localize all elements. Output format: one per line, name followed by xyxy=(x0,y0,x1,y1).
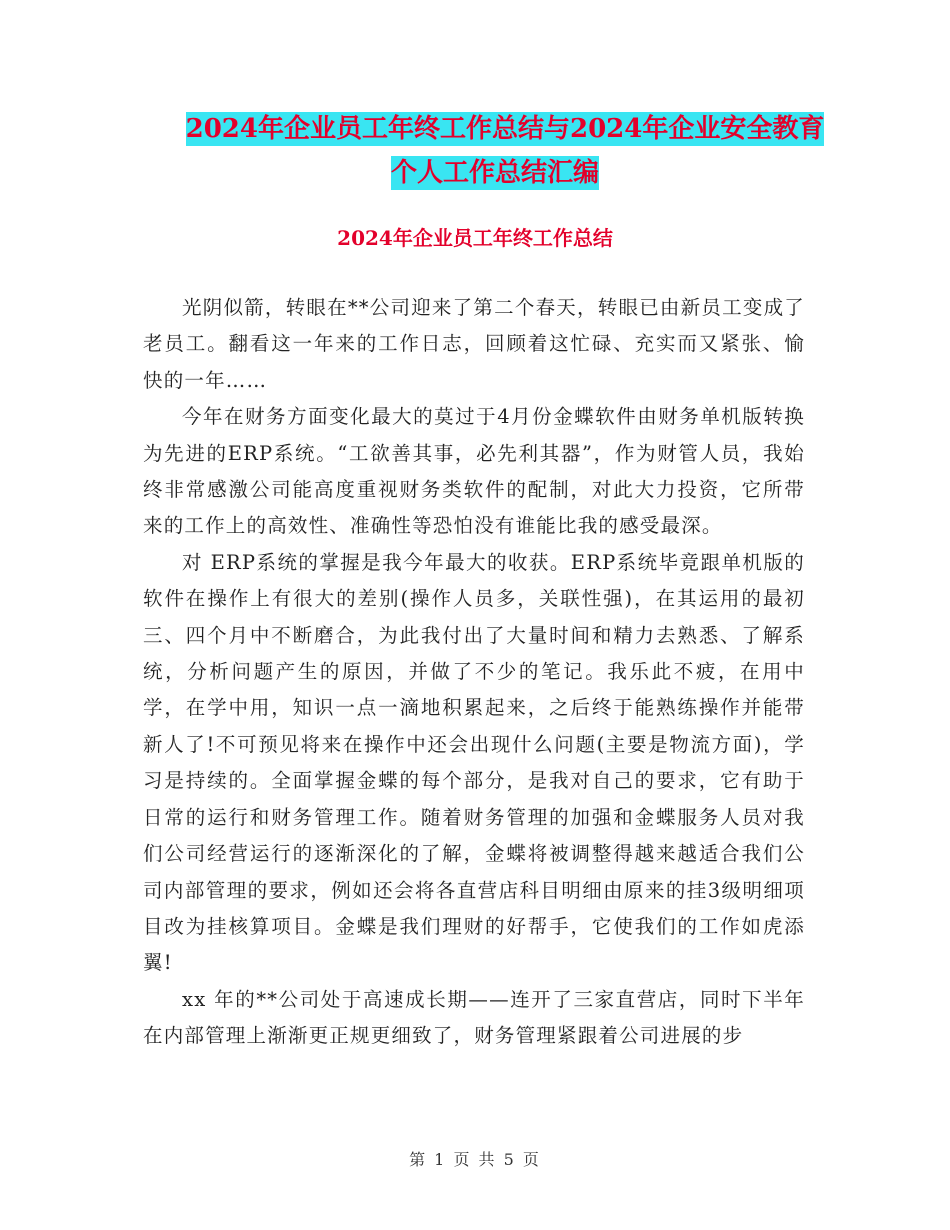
document-title-line-1 xyxy=(140,108,870,150)
paragraph: 对 ERP系统的掌握是我今年最大的收获。ERP系统毕竟跟单机版的软件在操作上有很大的差别(操作人员多，关联性强)，在其运用的最初三、四个月中不断磨合，为此我付出了大量时间和精力去熟悉、了解系统，分析问题产生的原因，并做了不少的笔记。我乐此不疲，在用中学，在学中用，知识一点一滴地积累起来，之后终于能熟练操作并能带新人了!不可预见将来在操作中还会出现什么问题(主要是物流方面)，学习是持续的。全面掌握金蝶的每个部分，是我对自己的要求，它有助于日常的运行和财务管理工作。随着财务管理的加强和金蝶服务人员对我们公司经营运行的逐渐深化的了解，金蝶将被调整得越来越适合我们公司内部管理的要求，例如还会将各直营店科目明细由原来的挂3级明细项目改为挂核算项目。金蝶是我们理财的好帮手，它使我们的工作如虎添翼! xyxy=(143,550,805,975)
section-title: 2024年企业员工年终工作总结 xyxy=(337,226,613,250)
paragraph: 今年在财务方面变化最大的莫过于4月份金蝶软件由财务单机版转换为先进的ERP系统。“工欲善其事，必先利其器”，作为财管人员，我始终非常感激公司能高度重视财务类软件的配制，对此大力投资，它所带来的工作上的高效性、准确性等恐怕没有谁能比我的感受最深。 xyxy=(143,405,805,538)
document-title-line-2 xyxy=(140,152,850,194)
paragraph: 光阴似箭，转眼在**公司迎来了第二个春天，转眼已由新员工变成了老员工。翻看这一年来的工作日志，回顾着这忙碌、充实而又紧张、愉快的一年…… xyxy=(143,296,805,392)
title-highlight: 2024年企业员工年终工作总结与2024年企业安全教育 xyxy=(185,114,825,144)
paragraph: xx 年的**公司处于高速成长期——连开了三家直营店，同时下半年在内部管理上渐渐更正规更细致了，财务管理紧跟着公司进展的步 xyxy=(143,987,805,1048)
page-footer: 第 1 页 共 5 页 xyxy=(409,1150,541,1169)
title-highlight: 个人工作总结汇编 xyxy=(390,158,599,188)
document-body xyxy=(143,290,805,1055)
